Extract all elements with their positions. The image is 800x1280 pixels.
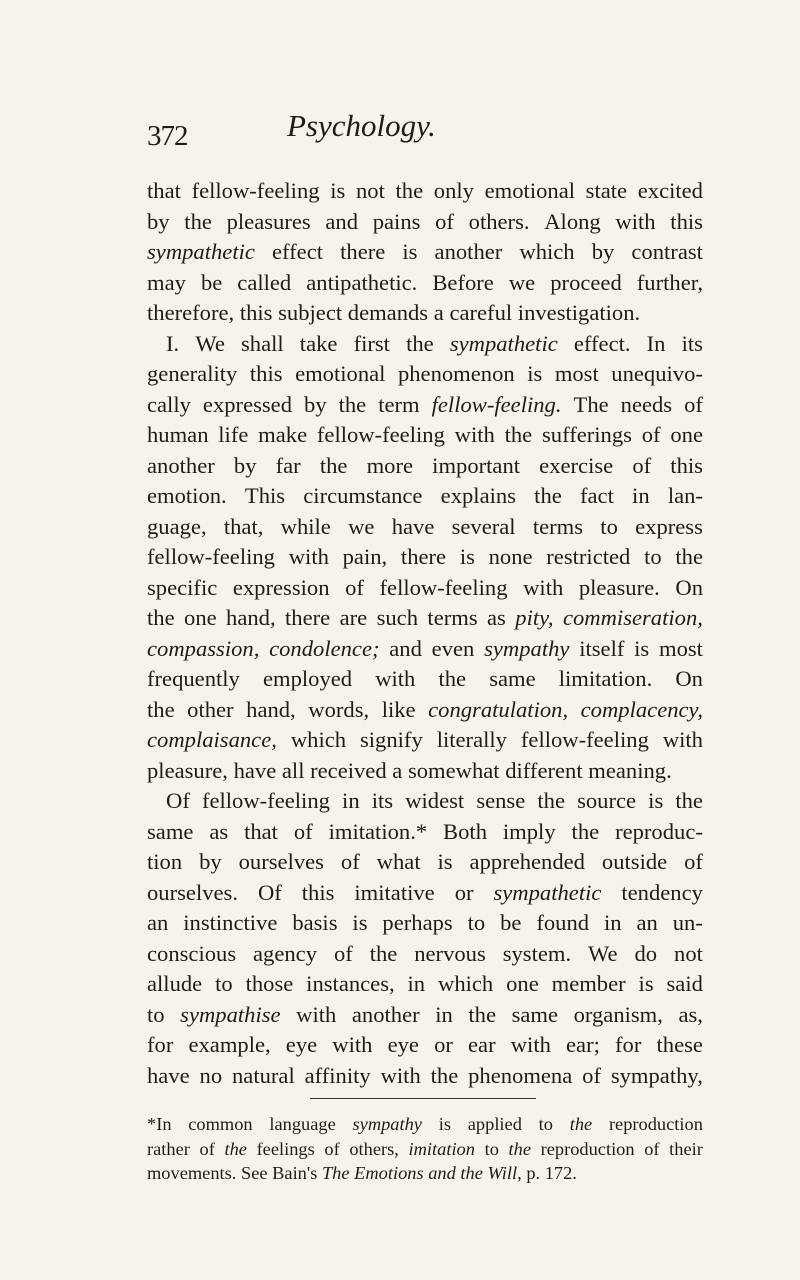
- body-text-line: to sympathise with another in the same organism, as,: [147, 1001, 703, 1027]
- body-text-line: specific expression of fellow-feeling with pleasure. On: [147, 574, 703, 600]
- body-text-line: by the pleasures and pains of others. Along with this: [147, 208, 703, 234]
- body-text-line: tion by ourselves of what is apprehended outside of: [147, 849, 703, 874]
- body-text-line: ourselves. Of this imitative or sympathetic tendency: [147, 879, 703, 905]
- body-text-line: the one hand, there are such terms as pity, commiseration,: [147, 605, 703, 630]
- body-text-line: I. We shall take first the sympathetic effect. In its: [166, 330, 703, 356]
- body-text: [147, 176, 703, 1091]
- body-text-line: cally expressed by the term fellow-feeling. The needs of: [147, 391, 703, 417]
- body-text-line: have no natural affinity with the phenomena of sympathy,: [147, 1062, 703, 1088]
- page-header: [147, 104, 707, 152]
- body-text-line: complaisance, which signify literally fellow-feeling with: [147, 727, 703, 752]
- footnote-line: movements. See Bain's The Emotions and the Will, p. 172.: [147, 1163, 577, 1183]
- body-text-line: an instinctive basis is perhaps to be found in an un-: [147, 910, 703, 935]
- body-text-line: another by far the more important exercise of this: [147, 452, 703, 478]
- body-text-line: may be called antipathetic. Before we proceed further,: [147, 269, 703, 295]
- body-text-line: sympathetic effect there is another which by contrast: [147, 239, 703, 264]
- body-text-line: therefore, this subject demands a careful investigation.: [147, 300, 641, 325]
- body-text-line: frequently employed with the same limitation. On: [147, 666, 703, 691]
- footnote-divider: [310, 1098, 536, 1099]
- body-text-line: pleasure, have all received a somewhat different meaning.: [147, 757, 672, 783]
- body-text-line: human life make fellow-feeling with the sufferings of one: [147, 422, 703, 447]
- body-text-line: guage, that, while we have several terms to express: [147, 513, 703, 539]
- body-text-line: for example, eye with eye or ear with ear; for these: [147, 1032, 703, 1057]
- body-text-line: the other hand, words, like congratulation, complacency,: [147, 696, 703, 722]
- body-text-line: that fellow-feeling is not the only emotional state excited: [147, 178, 703, 203]
- page-number: 372: [147, 120, 188, 152]
- footnote-line: *In common language sympathy is applied to the reproduction: [147, 1114, 703, 1134]
- body-text-line: allude to those instances, in which one member is said: [147, 971, 703, 996]
- body-text-line: same as that of imitation.* Both imply the reproduc-: [147, 818, 703, 844]
- body-text-line: generality this emotional phenomenon is most unequivo-: [147, 361, 703, 386]
- footnote: [147, 1112, 703, 1186]
- body-text-line: emotion. This circumstance explains the fact in lan-: [147, 483, 703, 508]
- body-text-line: Of fellow-feeling in its widest sense the source is the: [166, 788, 703, 813]
- footnote-line: rather of the feelings of others, imitation to the reproduction of their: [147, 1138, 703, 1159]
- body-text-line: conscious agency of the nervous system. We do not: [147, 940, 703, 966]
- body-text-line: fellow-feeling with pain, there is none restricted to the: [147, 544, 703, 569]
- body-text-line: compassion, condolence; and even sympathy itself is most: [147, 635, 703, 661]
- running-title: Psychology.: [287, 108, 436, 143]
